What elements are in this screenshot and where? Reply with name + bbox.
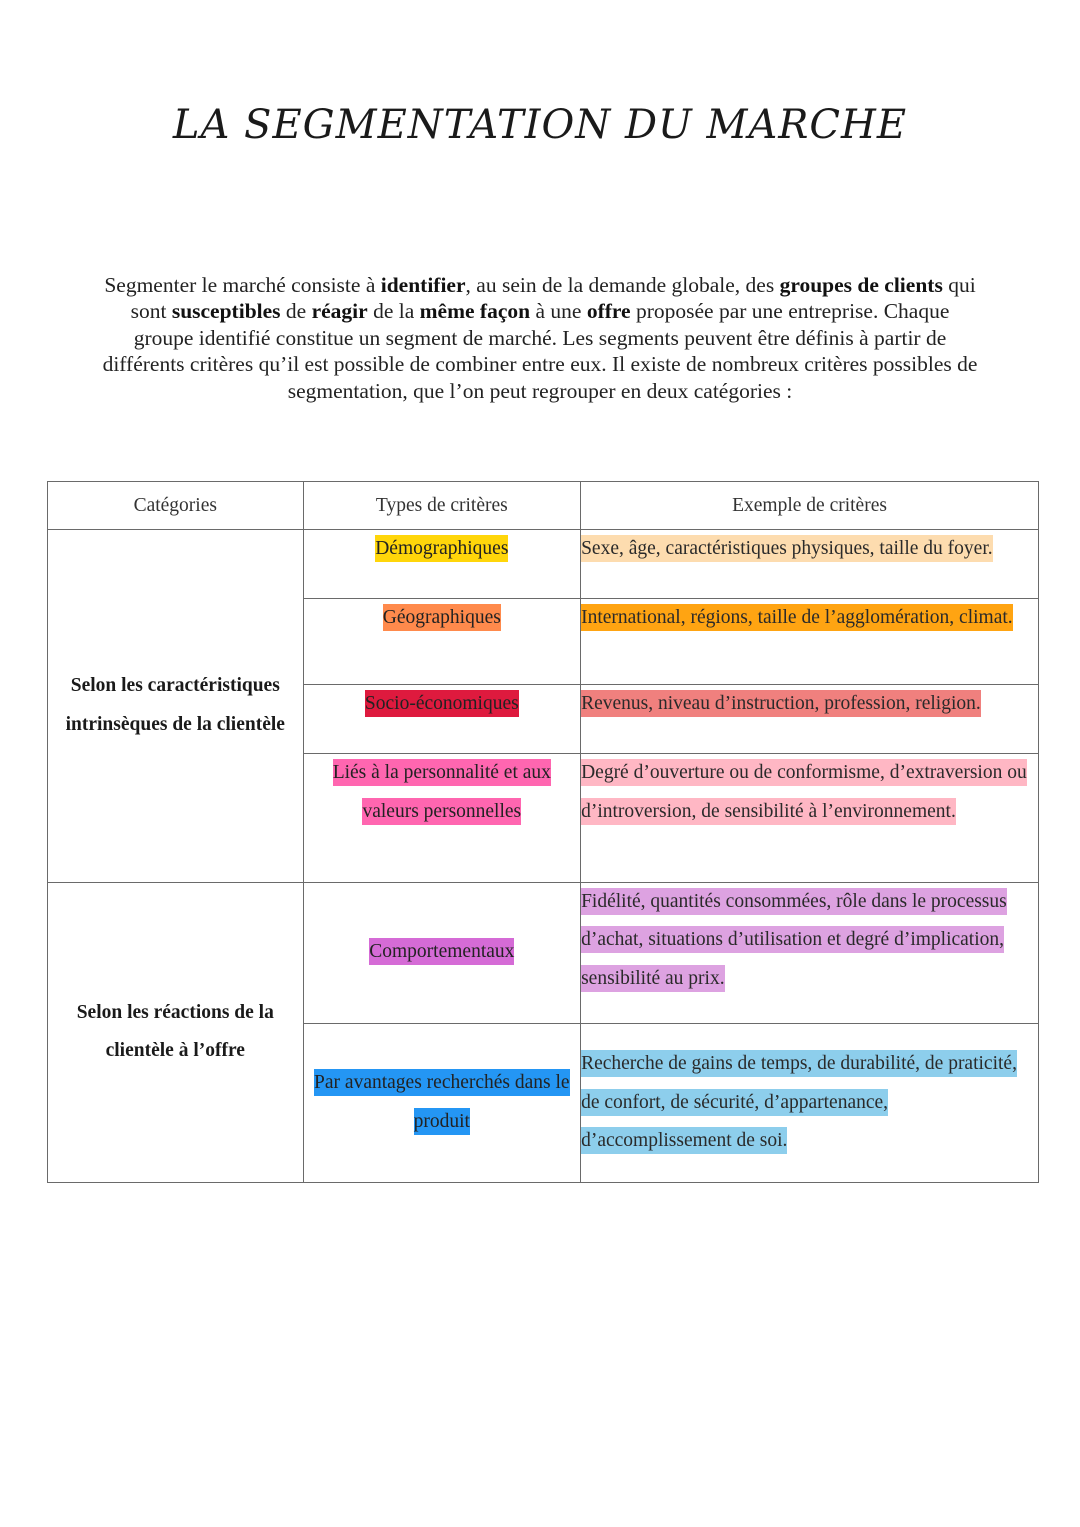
intro-keyword: susceptibles [171, 299, 281, 324]
criteria-example-text: Fidélité, quantités consommées, rôle dans le processus d’achat, situations d’utilisation et degré d’implication, sensibilité au prix. [581, 888, 1007, 992]
document-title: LA SEGMENTATION DU MARCHE [172, 102, 908, 148]
criteria-type-label: Liés à la personnalité et aux valeurs personnelles [333, 759, 551, 825]
table-row [48, 530, 1039, 599]
criteria-type-cell [303, 754, 581, 882]
intro-keyword: réagir [311, 299, 368, 324]
header-criteria-examples: Exemple de critères [581, 482, 1039, 530]
criteria-type-cell [303, 599, 581, 685]
header-categories: Catégories [48, 482, 304, 530]
criteria-example-text: Recherche de gains de temps, de durabilité, de praticité, de confort, de sécurité, d’appartenance, d’accomplissement de soi. [581, 1050, 1017, 1154]
criteria-example-cell [581, 754, 1039, 882]
criteria-type-label: Démographiques [375, 535, 508, 562]
criteria-type-cell [303, 882, 581, 1023]
criteria-type-label: Comportementaux [369, 938, 514, 965]
criteria-type-label: Par avantages recherchés dans le produit [314, 1069, 570, 1135]
intro-segment: à une [530, 299, 587, 324]
criteria-example-cell [581, 530, 1039, 599]
criteria-type-label: Géographiques [383, 604, 501, 631]
header-criteria-types: Types de critères [303, 482, 581, 530]
criteria-type-label: Socio-économiques [365, 690, 519, 717]
intro-segment: de [280, 299, 312, 324]
category-cell: Selon les caractéristiques intrinsèques de la clientèle [48, 530, 304, 882]
criteria-example-text: Sexe, âge, caractéristiques physiques, taille du foyer. [581, 535, 993, 562]
criteria-type-cell [303, 685, 581, 754]
intro-keyword: groupes de clients [779, 273, 943, 297]
table-header-row [48, 482, 1039, 530]
criteria-example-cell [581, 685, 1039, 754]
criteria-example-cell [581, 599, 1039, 685]
intro-segment: de la [367, 299, 420, 324]
category-cell: Selon les réactions de la clientèle à l’offre [48, 882, 304, 1182]
criteria-example-text: Revenus, niveau d’instruction, profession, religion. [581, 690, 981, 717]
criteria-type-cell [303, 1023, 581, 1182]
criteria-example-text: Degré d’ouverture ou de conformisme, d’extraversion ou d’introversion, de sensibilité à l’environnement. [581, 759, 1027, 825]
table-row [48, 882, 1039, 1023]
intro-keyword: même façon [419, 299, 531, 324]
intro-segment: Segmenter le marché consiste à [104, 273, 381, 297]
intro-segment: qui sont [130, 273, 976, 324]
criteria-type-cell [303, 530, 581, 599]
intro-keyword: identifier [380, 273, 466, 297]
criteria-example-cell [581, 1023, 1039, 1182]
intro-keyword: offre [586, 299, 631, 324]
criteria-example-text: International, régions, taille de l’agglomération, climat. [581, 604, 1013, 631]
segmentation-table [47, 481, 1039, 1183]
intro-segment: proposée par une entreprise. Chaque groupe identifié constitue un segment de marché. Les segments peuvent être définis à partir de différents critères qu’il est possible de combiner entre eux. Il existe de nombreux critères possibles de segmentation, que l’on peut regrouper en deux catégories : [102, 299, 978, 403]
criteria-example-cell [581, 882, 1039, 1023]
intro-paragraph [100, 272, 980, 404]
intro-segment: , au sein de la demande globale, des [465, 273, 780, 297]
